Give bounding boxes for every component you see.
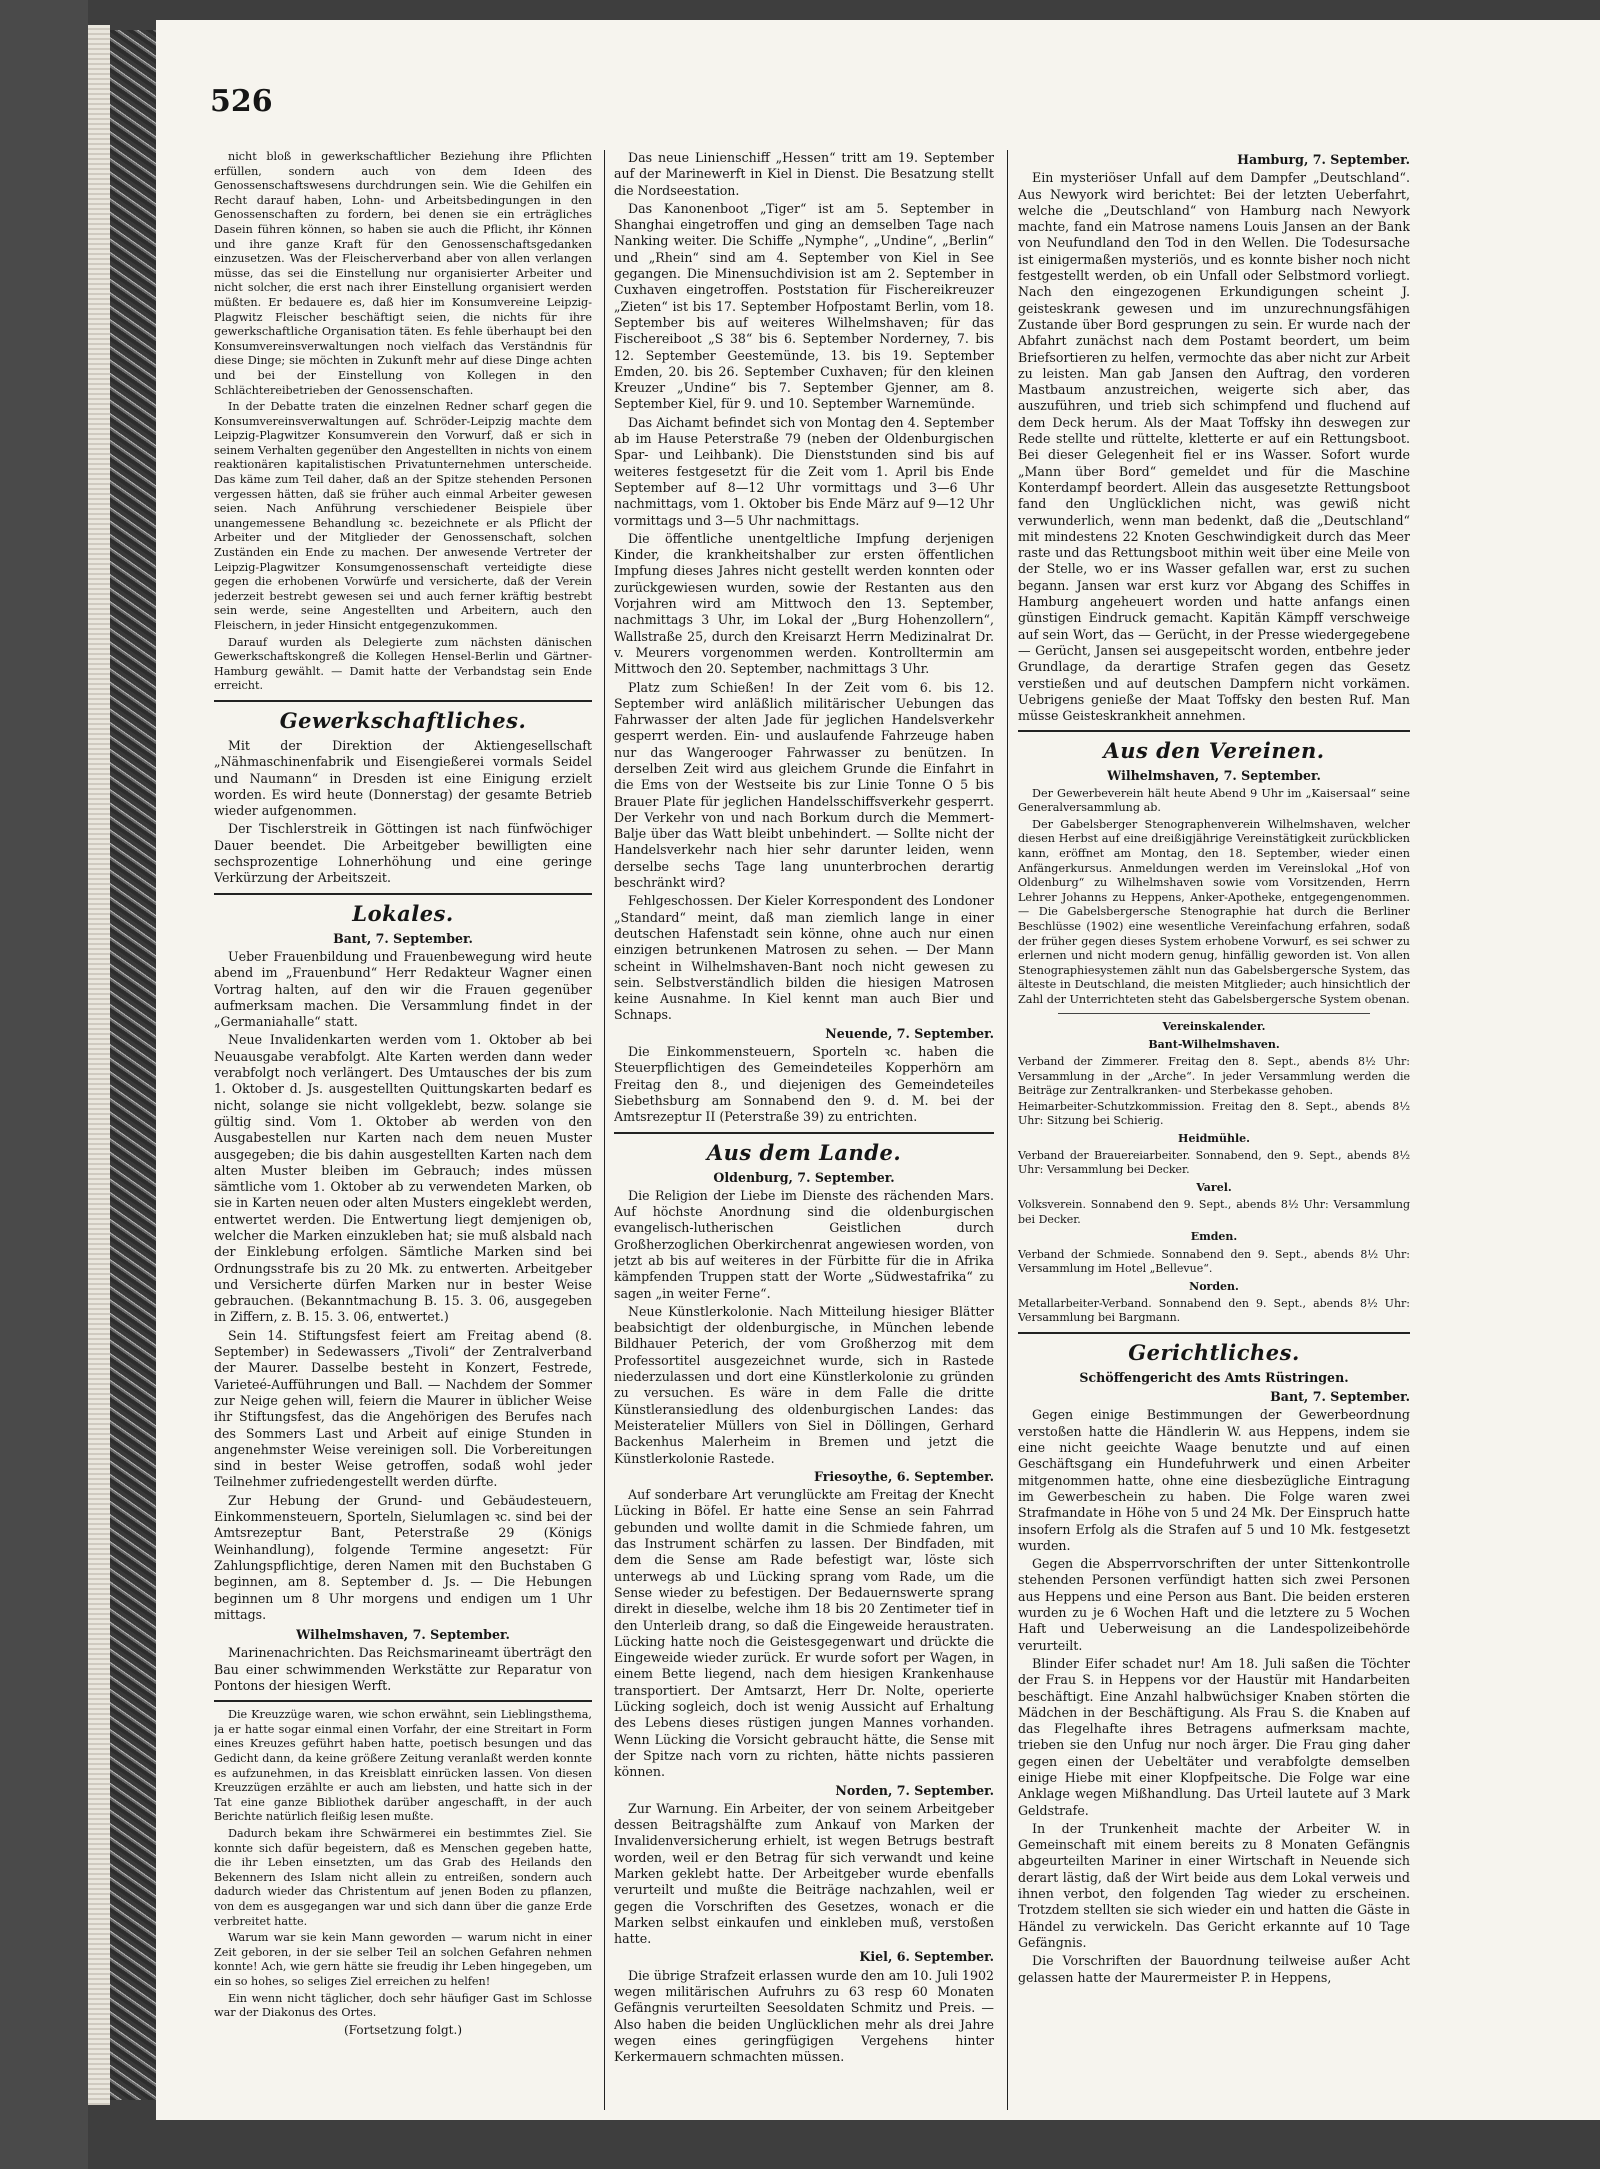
paragraph: Ueber Frauenbildung und Frauenbewegung wird heute abend im „Frauenbund“ Herr Redakteur Wagner einen Vortrag halten, auf den wir die Frauen gegenüber aufmerksam machen. Die Versammlung findet in der „Germaniahalle“ statt.: [214, 948, 592, 1030]
paragraph: Der Gewerbeverein hält heute Abend 9 Uhr im „Kaisersaal“ seine Generalversammlung ab.: [1018, 786, 1410, 815]
column-rule-2: [1007, 150, 1008, 2110]
paragraph: Gegen die Absperrvorschriften der unter Sittenkontrolle stehenden Personen verfündigt hatten sich zwei Personen aus Heppens und eine Person aus Bant. Die beiden ersteren wurden zu je 6 Wochen Haft und die letztere zu 5 Wochen Haft und Ueberweisung an die Landespolizeibehörde verurteilt.: [1018, 1556, 1410, 1653]
section-divider: [614, 1132, 994, 1134]
dateline: Hamburg, 7. September.: [1237, 152, 1410, 167]
calendar-entry: Verband der Brauereiarbeiter. Sonnabend, den 9. Sept., abends 8½ Uhr: Versammlung bei Decker.: [1018, 1148, 1410, 1177]
paragraph: Sein 14. Stiftungsfest feiert am Freitag abend (8. September) in Sedewassers „Tivoli“ der Zentralverband der Maurer. Dasselbe besteht in Konzert, Festrede, Varieteé-Aufführungen und Ball. — Nachdem der Sommer zur Neige gehen will, feiern die Maurer in üblicher Weise ihr Stiftungsfest, das die Angehörigen des Berufes nach des Sommers Last und Arbeit auf einige Stunden in angenehmster Weise vereinigen soll. Die Vorbereitungen sind in bester Weise getroffen, sodaß wohl jeder Teilnehmer zufriedengestellt werden dürfte.: [214, 1327, 592, 1490]
vereine-text: [1018, 787, 1410, 1008]
paragraph: In der Debatte traten die einzelnen Redner scharf gegen die Konsumvereinsverwaltungen auf. Schröder-Leipzig machte dem Leipzig-Plagwitzer Konsumverein den Vorwurf, daß er sich in seinem Verhalten gegenüber den Angestellten in nichts von einem reaktionären kapitalistischen Privatunternehmen unterscheide. Das käme zum Teil daher, daß an der Spitze stehenden Personen vergessen hätten, daß sie früher auch einmal Arbeiter gewesen seien. Nach Anführung verschiedener Beispiele über unangemessene Behandlung ꝛc. bezeichnete er als Pflicht der Arbeiter und der Mitglieder der Genossenschaft, solchen Zuständen ein Ende zu machen. Der anwesende Vertreter der Leipzig-Plagwitzer Konsumgenossenschaft verteidigte diese gegen die erhobenen Vorwürfe und versicherte, daß der Verein jederzeit bestrebt gewesen sei und auch ferner kräftig bestrebt sein werde, seine Angestellten und Arbeitern, auch den Fleischern, in jeder Hinsicht entgegenzukommen.: [214, 400, 592, 632]
paragraph: Blinder Eifer schadet nur! Am 18. Juli saßen die Töchter der Frau S. in Heppens vor der Haustür mit Handarbeiten beschäftigt. Eine Anzahl halbwüchsiger Knaben störten die Mädchen in der Beschäftigung. Als Frau S. die Knaben auf das Flegelhafte ihres Betragens aufmerksam machte, trieben sie den Unfug nur noch ärger. Die Frau ging daher gegen einen der Uebeltäter und verabfolgte demselben einige Hiebe mit einer Klopfpeitsche. Die Folge war eine Anklage wegen Mißhandlung. Das Urteil lautete auf 3 Mark Geldstrafe.: [1018, 1655, 1410, 1818]
paragraph: Darauf wurden als Delegierte zum nächsten dänischen Gewerkschaftskongreß die Kollegen Hensel-Berlin und Gärtner-Hamburg gewählt. — Damit hatte der Verbandstag sein Ende erreicht.: [214, 635, 592, 693]
paragraph: Auf sonderbare Art verunglückte am Freitag der Knecht Lücking in Böfel. Er hatte eine Sense an sein Fahrrad gebunden und wollte damit in die Schmiede fahren, um das Instrument schärfen zu lassen. Der Bindfaden, mit dem die Sense am Rade befestigt war, löste sich unterwegs ab und Lücking sprang vom Rade, um die Sense wieder zu befestigen. Der Bedauernswerte sprang direkt in dieselbe, welche ihm 18 bis 20 Zentimeter tief in den Unterleib drang, so daß die Eingeweide heraustraten. Lücking hatte noch die Geistesgegenwart und drückte die Eingeweide wieder zurück. Er wurde sofort per Wagen, in einem Bette liegend, nach dem hiesigen Krankenhause transportiert. Der Amtsarzt, Herr Dr. Nolte, operierte Lücking sogleich, doch ist wenig Aussicht auf Erhaltung des Lebens dieses rüstigen jungen Mannes vorhanden. Wenn Lücking die Vorsicht gebraucht hätte, die Sense mit der Spitze nach vorn zu richten, hätte nichts passieren können.: [614, 1487, 994, 1780]
page-number: 526: [210, 84, 273, 119]
column-2: [614, 150, 994, 2068]
calendar-entry: Heimarbeiter-Schutzkommission. Freitag den 8. Sept., abends 8½ Uhr: Sitzung bei Schierig.: [1018, 1099, 1410, 1128]
paragraph: Das Kanonenboot „Tiger“ ist am 5. September in Shanghai eingetroffen und ging an demselben Tage nach Nanking weiter. Die Schiffe „Nymphe“, „Undine“, „Berlin“ und „Rhein“ sind am 4. September von Kiel in See gegangen. Die Minensuchdivision ist am 2. September in Cuxhaven eingetroffen. Poststation für Fischereikreuzer „Zieten“ ist bis 17. September Hofpostamt Berlin, vom 18. September bis auf weiteres Wilhelmshaven; für das Fischereiboot „S 38“ bis 6. September Norderney, 7. bis 12. September Geestemünde, 13. bis 19. September Emden, 20. bis 26. September Cuxhaven; für den kleinen Kreuzer „Undine“ bis 7. September Gjenner, am 8. September Kiel, für 9. und 10. September Warnemünde.: [614, 200, 994, 412]
newspaper-page: [156, 20, 1600, 2120]
calendar-title: Vereinskalender.: [1162, 1019, 1266, 1033]
calendar-location: Varel.: [1196, 1180, 1232, 1194]
calendar-entry: Volksverein. Sonnabend den 9. Sept., abends 8½ Uhr: Versammlung bei Decker.: [1018, 1198, 1410, 1226]
section-divider: [214, 700, 592, 702]
calendar-divider: [1058, 1013, 1370, 1014]
paragraph: Die übrige Strafzeit erlassen wurde den am 10. Juli 1902 wegen militärischen Aufruhrs zu 63 resp 60 Monaten Gefängnis verurteilten Seesoldaten Schmitz und Preis. — Also haben die beiden Unglücklichen mehr als drei Jahre wegen eines geringfügigen Vergehens hinter Kerkermauern schmachten müssen.: [614, 1967, 994, 2065]
dateline: Bant, 7. September.: [333, 930, 473, 946]
calendar-location: Bant-Wilhelmshaven.: [1148, 1037, 1280, 1051]
paragraph: Zur Hebung der Grund- und Gebäudesteuern, Einkommensteuern, Sporteln, Sielumlagen ꝛc. sind bei der Amtsrezeptur Bant, Peterstraße 29 (Königs Weinhandlung), folgende Termine angesetzt: Für Zahlungspflichtige, deren Namen mit den Buchstaben G beginnen, am 8. September d. Js. — Die Hebungen beginnen um 8 Uhr morgens und endigen um 1 Uhr mittags.: [214, 1492, 592, 1622]
page-stack-edge: [88, 25, 110, 2105]
section-heading-gewerkschaftliches: Gewerkschaftliches.: [279, 707, 527, 733]
calendar-location: Emden.: [1190, 1230, 1238, 1244]
column-1: [214, 150, 592, 2039]
dateline: Bant, 7. September.: [1270, 1389, 1410, 1405]
paragraph: nicht bloß in gewerkschaftlicher Beziehung ihre Pflichten erfüllen, sondern auch von dem Ideen des Genossenschaftswesens durchdrungen sein. Wie die Gehilfen ein Recht darauf haben, Lohn- und Arbeitsbedingungen in den Genossenschaften zu fordern, bei denen sie ein erträgliches Dasein führen können, so haben sie auch die Pflicht, ihr Können und ihre ganze Kraft für den Genossenschaftsgedanken einzusetzen. Was der Fleischerverband aber von allen verlangen müsse, das sei die Einstellung nur organisierter Arbeiter und nicht solcher, die erst nach ihrer Einstellung organisiert werden müßten. Er bedauere es, daß hier im Konsumvereine Leipzig-Plagwitz Fleischer beschäftigt seien, die nichts für ihre gewerkschaftliche Organisation täten. Es fehle überhaupt bei den Konsumvereinsverwaltungen noch vielfach das Verständnis für diese Dinge; sie möchten in Zukunft mehr auf diese Dinge achten und bei der Einstellung von Kollegen in den Schlächtereibetrieben der Genossenschaften.: [214, 150, 592, 397]
calendar-entry: Verband der Schmiede. Sonnabend den 9. Sept., abends 8½ Uhr: Versammlung im Hotel „Bellevue“.: [1018, 1247, 1410, 1276]
section-heading-gerichtliches: Gerichtliches.: [1128, 1339, 1300, 1365]
paragraph: Das Aichamt befindet sich von Montag den 4. September ab im Hause Peterstraße 79 (neben der Oldenburgischen Spar- und Leihbank). Die Dienststunden sind bis auf weiteres festgesetzt für die Zeit vom 1. April bis Ende September auf 8—12 Uhr vormittags und 3—6 Uhr nachmittags, vom 1. Oktober bis Ende März auf 9—12 Uhr vormittags und 3—5 Uhr nachmittags.: [614, 414, 994, 528]
section-divider: [1018, 1332, 1410, 1334]
dateline: Wilhelmshaven, 7. September.: [1107, 768, 1321, 784]
section-divider: [214, 893, 592, 895]
dateline: Norden, 7. September.: [835, 1782, 994, 1798]
paragraph: Der Gabelsberger Stenographenverein Wilhelmshaven, welcher diesen Herbst auf eine dreißigjährige Vereinstätigkeit zurückblicken kann, eröffnet am Montag, den 18. September, wieder einen Anfängerkursus. Anmeldungen werden im Vereinslokal „Hof von Oldenburg“ zu Wilhelmshaven sowie vom Vorsitzenden, Herrn Lehrer Johanns zu Heppens, Anker-Apotheke, entgegengenommen. — Die Gabelsbergersche Stenographie hat durch die Berliner Beschlüsse (1902) eine wesentliche Vereinfachung erfahren, sodaß der früher gegen dieses System erhobene Vorwurf, es sei schwer zu erlernen und nicht modern genug, hinfällig geworden ist. Von allen Stenographiesystemen zählt nun das Gabelsbergersche System, das älteste in Deutschland, die meisten Mitglieder; auch hinsichtlich der Zahl der Unterrichteten steht das Gabelsbergersche System obenan.: [1018, 817, 1410, 1006]
paragraph: Das neue Linienschiff „Hessen“ tritt am 19. September auf der Marinewerft in Kiel in Dienst. Die Besatzung stellt die Nordseestation.: [614, 150, 994, 198]
paragraph: Neue Künstlerkolonie. Nach Mitteilung hiesiger Blätter beabsichtigt der oldenburgische, in München lebende Bildhauer Peterich, der vom Großherzog mit dem Professortitel ausgezeichnet wurde, sich in Rastede niederzulassen und dort eine Künstlerkolonie zu gründen zu versuchen. Es wäre in dem Falle die dritte Künstleransiedlung des oldenburgischen Landes: das Meisteratelier Müllers von Siel in Döllingen, Gerhard Backenhus Malerheim in Bremen und jetzt die Künstlerkolonie Rastede.: [614, 1303, 994, 1466]
section-heading-lokales: Lokales.: [352, 900, 454, 926]
continued-note: (Fortsetzung folgt.): [344, 2022, 462, 2037]
column-3: [1018, 150, 1410, 1988]
calendar-location: Norden.: [1189, 1279, 1239, 1293]
column-rule-1: [604, 150, 605, 2110]
section-divider: [1018, 730, 1410, 732]
paragraph: Die öffentliche unentgeltliche Impfung derjenigen Kinder, die krankheitshalber zur ersten öffentlichen Impfung dieses Jahres nicht gestellt werden konnten oder zurückgewiesen wurden, sowie der Restanten aus den Vorjahren wird am Mittwoch den 13. September, nachmittags 3 Uhr, im Lokal der „Burg Hohenzollern“, Wallstraße 25, durch den Kreisarzt Herrn Medizinalrat Dr. v. Meurers vorgenommen werden. Kontrolltermin am Mittwoch den 20. September, nachmittags 3 Uhr.: [614, 530, 994, 677]
paragraph: Die Einkommensteuern, Sporteln ꝛc. haben die Steuerpflichtigen des Gemeindeteiles Kopperhörn am Freitag den 8., und diejenigen des Gemeindeteiles Siebethsburg am Sonnabend den 9. d. M. bei der Amtsrezeptur II (Peterstraße 39) zu entrichten.: [614, 1044, 994, 1125]
dateline: Friesoythe, 6. September.: [814, 1468, 994, 1484]
paragraph: Die Vorschriften der Bauordnung teilweise außer Acht gelassen hatte der Maurermeister P. in Heppens,: [1018, 1953, 1410, 1985]
marbled-spine: [110, 30, 156, 2100]
dateline: Oldenburg, 7. September.: [713, 1169, 895, 1185]
paragraph: Die Kreuzzüge waren, wie schon erwähnt, sein Lieblingsthema, ja er hatte sogar einmal einen Vorfahr, der eine Streitart in Form eines Kreuzes geführt haben hatte, poetisch besungen und das Gedicht dann, da keine größere Zeitung veranlaßt werden konnte es aufzunehmen, in das Kreisblatt einrücken lassen. Von diesen Kreuzzügen erzählte er auch am liebsten, und hatte sich in der Tat eine ganze Bibliothek darüber angeschafft, in der auch Berichte natürlich fleißig lesen mußte.: [214, 1708, 592, 1824]
dateline: Wilhelmshaven, 7. September.: [296, 1627, 510, 1643]
book-binding: [0, 0, 88, 2169]
col1-top-text: [214, 150, 592, 694]
paragraph: Zur Warnung. Ein Arbeiter, der von seinem Arbeitgeber dessen Beitragshälfte zum Ankauf von Marken der Invalidenversicherung erhielt, ist wegen Betrugs bestraft worden, weil er den Betrag für sich verwandt und keine Marken geklebt hatte. Der Arbeitgeber wurde ebenfalls verurteilt und mußte die Beiträge nachzahlen, weil er gegen die Vorschriften des Gesetzes, wonach er die Marken selbst einkaufen und einkleben muß, verstoßen hatte.: [614, 1800, 994, 1947]
court-subheading: Schöffengericht des Amts Rüstringen.: [1079, 1369, 1349, 1385]
dateline: Kiel, 6. September.: [859, 1949, 994, 1965]
paragraph: Ein wenn nicht täglicher, doch sehr häufiger Gast im Schlosse war der Diakonus des Ortes.: [214, 1991, 592, 2020]
section-heading-aus-dem-lande: Aus dem Lande.: [706, 1139, 902, 1165]
paragraph: Warum war sie kein Mann geworden — warum nicht in einer Zeit geboren, in der sie selber Teil an solchen Gefahren nehmen konnte! Ach, wie gern hätte sie freudig ihr Leben hingegeben, um ein so hohes, so seliges Ziel erreichen zu helfen!: [214, 1931, 592, 1988]
dateline: Neuende, 7. September.: [825, 1025, 994, 1041]
calendar-entry: Metallarbeiter-Verband. Sonnabend den 9. Sept., abends 8½ Uhr: Versammlung bei Bargmann.: [1018, 1296, 1410, 1325]
paragraph: Ein mysteriöser Unfall auf dem Dampfer „Deutschland“. Aus Newyork wird berichtet: Bei der letzten Ueberfahrt, welche die „Deutschland“ von Hamburg nach Newyork machte, fand ein Matrose namens Louis Jansen an der Bank von Neufundland den Tod in den Wellen. Die Todesursache ist einigermaßen mysteriös, und es konnte bisher noch nicht festgestellt werden, ob ein Unfall oder Selbstmord vorliegt. Nach den eingezogenen Erkundigungen scheint J. geisteskrank gewesen und im unzurechnungsfähigen Zustande über Bord gesprungen zu sein. Er wurde nach der Abfahrt zunächst nach dem Postamt beordert, um beim Briefsortieren zu helfen, vermochte das aber nicht zur Arbeit zu leisten. Man gab Jansen den Auftrag, den vorderen Mastbaum anzustreichen, weigerte sich aber, das auszuführen, und trieb sich schimpfend und fluchend auf dem Deck herum. Als der Maat Toffsky ihn deswegen zur Rede stellte und rüttelte, kletterte er auf ein Rettungsboot. Bei dieser Gelegenheit fiel er ins Wasser. Sofort wurde „Mann über Bord“ gemeldet und für die Maschine Konterdampf beordert. Allein das ausgesetzte Rettungsboot fand den Unglücklichen nicht, was gewiß nicht verwunderlich, wenn man bedenkt, daß die „Deutschland“ mit mindestens 22 Knoten Geschwindigkeit durch das Meer raste und das Rettungsboot mithin weit über eine Meile von der Stelle, wo er ins Wasser gefallen war, erst zu suchen begann. Jansen war erst kurz vor Abgang des Schiffes in Hamburg angeheuert worden und hatte anfangs einen günstigen Eindruck gemacht. Kapitän Kämpff verschweige auf sein Wort, das — Gerücht, in der Presse wiedergegebene — Gerücht, Jansen sei ausgepeitscht worden, entbehre jeder Grundlage, da derartige Strafen gegen das Gesetz verstießen und auf deutschen Dampfern nicht vorkämen. Uebrigens genieße der Maat Toffsky den besten Ruf. Man müsse Geisteskrankheit annehmen.: [1018, 170, 1410, 724]
paragraph: Neue Invalidenkarten werden vom 1. Oktober ab bei Neuausgabe verabfolgt. Alte Karten werden dann weder verabfolgt noch verlängert. Des Umtausches der bis zum 1. Oktober d. Js. ausgestellten Quittungskarten bedarf es nicht, solange sie nicht vollgeklebt, bezw. solange sie gültig sind. Vom 1. Oktober ab werden von den Ausgabestellen nur Karten nach dem neuen Muster ausgegeben; die bis dahin ausgestellten Karten nach dem alten Muster bleiben im Gebrauch; indes müssen sämtliche vom 1. Oktober ab zu verwendeten Marken, ob sie in Karten neuen oder alten Musters eingeklebt werden, entwertet werden. Die Entwertung liegt demjenigen ob, welcher die Marken einzukleben hat; sie muß alsbald nach der Einklebung erfolgen. Sämtliche Marken sind bei Ordnungsstrafe bis zu 20 Mk. zu entwerten. Arbeitgeber und Versicherte dürfen Marken nur in bester Weise gebrauchen. (Bekanntmachung B. 15. 3. 06, ausgegeben in Ziffern, z. B. 15. 3. 06, entwertet.): [214, 1032, 592, 1325]
paragraph: Dadurch bekam ihre Schwärmerei ein bestimmtes Ziel. Sie konnte sich dafür begeistern, daß es Menschen gegeben hatte, die ihr Leben einsetzten, um das Grab des Heilands den Bekennern des Islam nicht allein zu entreißen, sondern auch dadurch wieder das Christentum auf jenen Boden zu pflanzen, von dem es ausgegangen war und sich dann über die ganze Erde verbreitet hatte.: [214, 1827, 592, 1928]
section-heading-aus-den-vereinen: Aus den Vereinen.: [1103, 738, 1325, 764]
paragraph: Fehlgeschossen. Der Kieler Korrespondent des Londoner „Standard“ meint, daß man ziemlich lange in einer deutschen Hafenstadt sein könne, ohne auch nur einen einzigen betrunkenen Matrosen zu sehen. — Der Mann scheint in Wilhelmshaven-Bant noch nicht gewesen zu sein. Selbstverständlich bilden die hiesigen Matrosen keine Ausnahme. In Kiel kennt man auch Bier und Schnaps.: [614, 893, 994, 1023]
paragraph: In der Trunkenheit machte der Arbeiter W. in Gemeinschaft mit einem bereits zu 8 Monaten Gefängnis abgeurteilten Mariner in einer Wirtschaft in Neuende sich derart lästig, daß der Wirt beide aus dem Lokal verweis und ihnen verbot, den folgenden Tag wieder zu erscheinen. Trotzdem stellten sie sich wieder ein und hatten die Gäste in Händel zu verwickeln. Das Gericht erkannte auf 10 Tage Gefängnis.: [1018, 1820, 1410, 1950]
paragraph: Marinenachrichten. Das Reichsmarineamt überträgt den Bau einer schwimmenden Werkstätte zur Reparatur von Pontons der hiesigen Werft.: [214, 1645, 592, 1693]
paragraph: Gegen einige Bestimmungen der Gewerbeordnung verstoßen hatte die Händlerin W. aus Heppens, indem sie eine nicht geeichte Waage benutzte und auf einen Geschäftsgang ein Hundefuhrwerk und einen Arbeiter mitgenommen hatte, ohne eine diesbezügliche Eintragung im Gewerbeschein zu haben. Die Folge waren zwei Strafmandate in Höhe von 5 und 24 Mk. Der Einspruch hatte insofern Erfolg als die Strafen auf 5 und 10 Mk. festgesetzt wurden.: [1018, 1407, 1410, 1553]
paragraph: Die Religion der Liebe im Dienste des rächenden Mars. Auf höchste Anordnung sind die oldenburgischen evangelisch-lutherischen Geistlichen durch Großherzoglichen Oberkirchenrat angewiesen worden, von jetzt ab bis auf weiteres in der Fürbitte für die in Afrika kämpfenden Truppen statt der Worte „Südwestafrika“ zu sagen „in weiter Ferne“.: [614, 1187, 994, 1301]
paragraph: Platz zum Schießen! In der Zeit vom 6. bis 12. September wird anläßlich militärischer Uebungen das Fahrwasser der alten Jade für jeglichen Handelsverkehr gesperrt werden. Ein- und auslaufende Fahrzeuge haben nur das Wangerooger Fahrwasser zu benützen. In derselben Zeit wird aus gleichem Grunde die Einfahrt in die Ems von der Westseite bis zur Linie Tonne O 5 bis Brauer Plate für jeglichen Handelsschiffsverkehr gesperrt. Der Verkehr von und nach Borkum durch die Memmert-Balje über das Watt bleibt unbehindert. — Sollte nicht der Handelsverkehr nach hier sehr darunter leiden, wenn derselbe sechs Tage lang ununterbrochen derartig beschränkt wird?: [614, 679, 994, 891]
paragraph: Der Tischlerstreik in Göttingen ist nach fünfwöchiger Dauer beendet. Die Arbeitgeber bewilligten eine sechsprozentige Lohnerhöhung und eine geringe Verkürzung der Arbeitszeit.: [214, 821, 592, 886]
feuilleton-divider: [214, 1700, 592, 1702]
paragraph: Mit der Direktion der Aktiengesellschaft „Nähmaschinenfabrik und Eisengießerei vormals Seidel und Naumann“ in Dresden ist eine Einigung erzielt worden. Es wird heute (Donnerstag) der gesamte Betrieb wieder aufgenommen.: [214, 737, 592, 819]
calendar-location: Heidmühle.: [1178, 1131, 1250, 1145]
calendar-entry: Verband der Zimmerer. Freitag den 8. Sept., abends 8½ Uhr: Versammlung in der „Arche“. In jeder Versammlung werden die Beiträge zur Zentralkranken- und Sterbekasse gehoben.: [1018, 1055, 1410, 1098]
feuilleton: [214, 1708, 592, 2037]
